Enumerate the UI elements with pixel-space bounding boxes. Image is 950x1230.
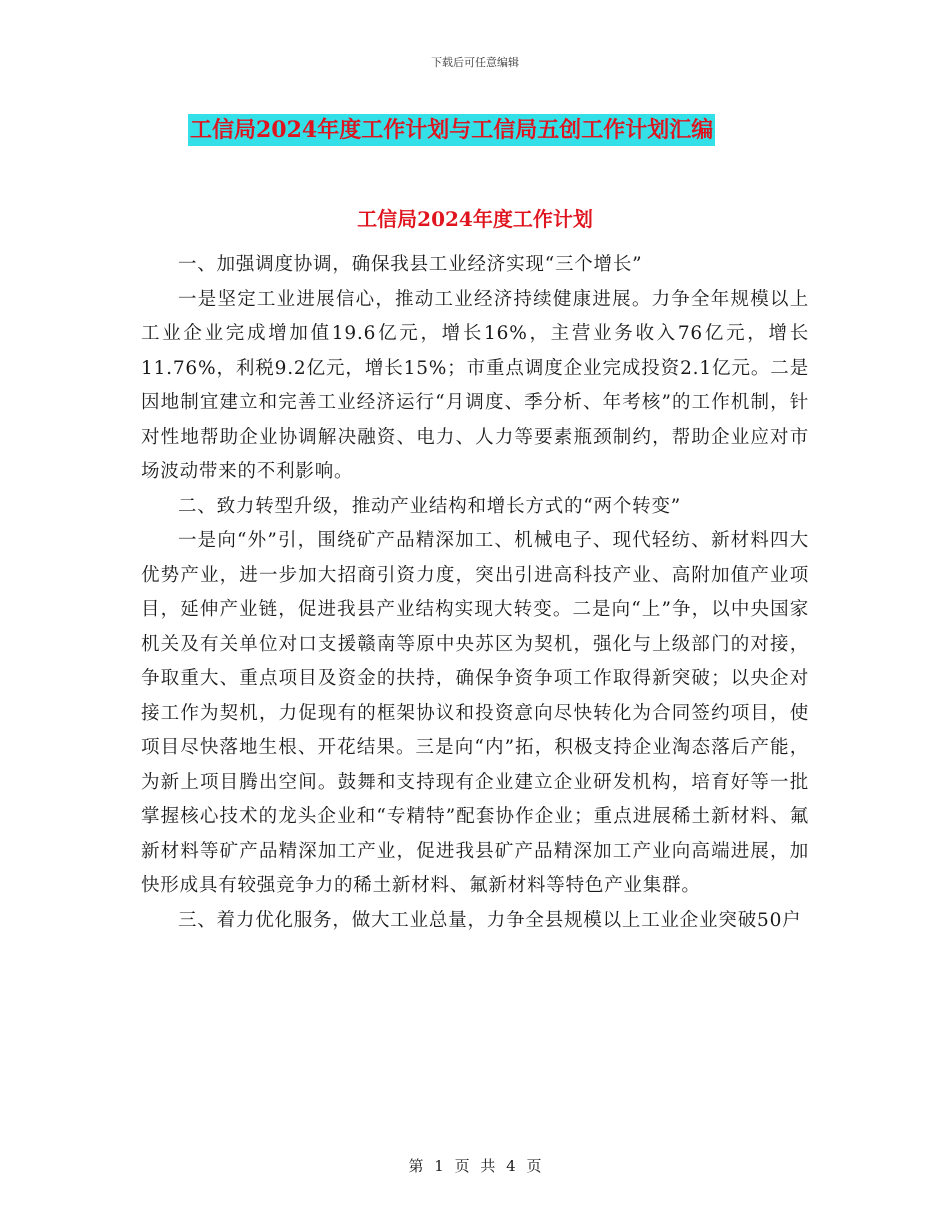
document-title: 工信局2024年度工作计划与工信局五创工作计划汇编 (188, 114, 715, 146)
page-footer: 第 1 页 共 4 页 (408, 1157, 542, 1175)
body-paragraph-1: 一是坚定工业进展信心，推动工业经济持续健康进展。力争全年规模以上工业企业完成增加值19.6亿元，增长16%，主营业务收入76亿元，增长11.76%，利税9.2亿元，增长15%；市重点调度企业完成投资2.1亿元。二是因地制宜建立和完善工业经济运行“月调度、季分析、年考核”的工作机制，针对性地帮助企业协调解决融资、电力、人力等要素瓶颈制约，帮助企业应对市场波动带来的不利影响。 (141, 288, 809, 482)
section-title: 工信局2024年度工作计划 (357, 207, 593, 231)
body-paragraph-2: 一是向“外”引，围绕矿产品精深加工、机械电子、现代轻纺、新材料四大优势产业，进一步加大招商引资力度，突出引进高科技产业、高附加值产业项目，延伸产业链，促进我县产业结构实现大转变。二是向“上”争，以中央国家机关及有关单位对口支援赣南等原中央苏区为契机，强化与上级部门的对接，争取重大、重点项目及资金的扶持，确保争资争项工作取得新突破；以央企对接工作为契机，力促现有的框架协议和投资意向尽快转化为合同签约项目，使项目尽快落地生根、开花结果。三是向“内”拓，积极支持企业淘态落后产能，为新上项目腾出空间。鼓舞和支持现有企业建立企业研发机构，培育好等一批掌握核心技术的龙头企业和“专精特”配套协作企业；重点进展稀土新材料、氟新材料等矿产品精深加工产业，促进我县矿产品精深加工产业向高端进展，加快形成具有较强竞争力的稀土新材料、氟新材料等特色产业集群。 (141, 530, 809, 896)
heading-paragraph-3: 三、着力优化服务，做大工业总量，力争全县规模以上工业企业突破50户 (178, 909, 802, 931)
document-body (141, 248, 809, 938)
heading-paragraph-1: 一、加强调度协调，确保我县工业经济实现“三个增长” (178, 254, 643, 275)
page-header-note: 下载后可任意编辑 (431, 56, 519, 69)
heading-paragraph-2: 二、致力转型升级，推动产业结构和增长方式的“两个转变” (178, 495, 682, 517)
